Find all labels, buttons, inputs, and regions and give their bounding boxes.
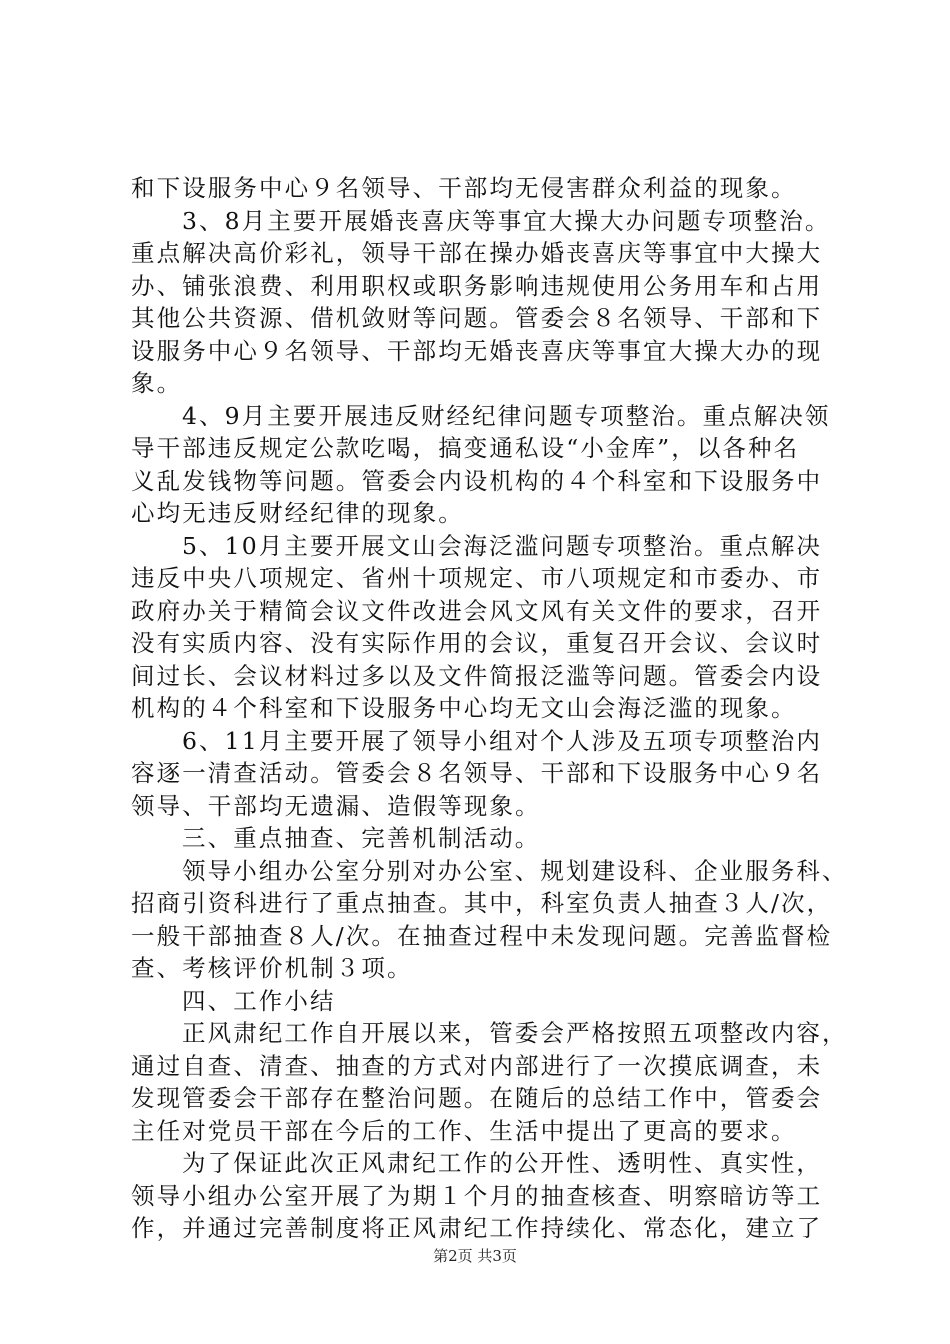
- text-line: 导干部违反规定公款吃喝，搞变通私设“小金库”，以各种名: [131, 434, 800, 462]
- text-line: 违反中央八项规定、省州十项规定、市八项规定和市委办、市: [131, 564, 823, 592]
- text-line: 正风肃纪工作自开展以来，管委会严格按照五项整改内容，: [182, 1019, 848, 1047]
- text-line: 机构的４个科室和下设服务中心均无文山会海泛滥的现象。: [131, 694, 797, 722]
- text-line: 办、铺张浪费、利用职权或职务影响违规使用公务用车和占用: [131, 271, 823, 300]
- text-line: 领导小组办公室分别对办公室、规划建设科、企业服务科、: [182, 856, 848, 885]
- text-line: 象。: [131, 369, 183, 397]
- text-line: 查、考核评价机制３项。: [131, 954, 413, 982]
- text-line: 为了保证此次正风肃纪工作的公开性、透明性、真实性，: [182, 1149, 822, 1177]
- text-line: 重点解决高价彩礼，领导干部在操办婚丧喜庆等事宜中大操大: [131, 239, 823, 267]
- text-line: 没有实质内容、没有实际作用的会议，重复召开会议、会议时: [131, 629, 823, 657]
- text-line: 其他公共资源、借机敛财等问题。管委会８名领导、干部和下: [131, 304, 823, 332]
- text-line: 通过自查、清查、抽查的方式对内部进行了一次摸底调查，未: [131, 1051, 823, 1080]
- text-line: 6、11月主要开展了领导小组对个人涉及五项专项整治内: [182, 726, 822, 755]
- text-line: 四、工作小结: [182, 986, 336, 1015]
- text-line: 5、10月主要开展文山会海泛滥问题专项整治。重点解决: [182, 531, 822, 560]
- text-line: 设服务中心９名领导、干部均无婚丧喜庆等事宜大操大办的现: [131, 336, 823, 365]
- text-line: 和下设服务中心９名领导、干部均无侵害群众利益的现象。: [131, 174, 797, 202]
- text-line: 招商引资科进行了重点抽查。其中，科室负责人抽查３人/次，: [131, 889, 833, 917]
- text-line: 作，并通过完善制度将正风肃纪工作持续化、常态化，建立了: [131, 1214, 823, 1242]
- text-line: 心均无违反财经纪律的现象。: [131, 499, 464, 527]
- page-footer: 第2页 共3页: [433, 1247, 517, 1265]
- text-line: 一般干部抽查８人/次。在抽查过程中未发现问题。完善监督检: [131, 921, 833, 950]
- text-line: 间过长、会议材料过多以及文件简报泛滥等问题。管委会内设: [131, 661, 823, 690]
- text-line: 义乱发钱物等问题。管委会内设机构的４个科室和下设服务中: [131, 466, 823, 495]
- text-line: 3、8月主要开展婚丧喜庆等事宜大操大办问题专项整治。: [182, 206, 831, 235]
- text-line: 领导、干部均无遗漏、造假等现象。: [131, 791, 541, 820]
- text-line: 领导小组办公室开展了为期１个月的抽查核查、明察暗访等工: [131, 1181, 823, 1210]
- text-line: 容逐一清查活动。管委会８名领导、干部和下设服务中心９名: [131, 759, 823, 787]
- text-line: 三、重点抽查、完善机制活动。: [182, 824, 541, 852]
- text-line: 主任对党员干部在今后的工作、生活中提出了更高的要求。: [131, 1116, 797, 1145]
- text-line: 4、9月主要开展违反财经纪律问题专项整治。重点解决领: [182, 401, 831, 430]
- document-body: [131, 172, 848, 1245]
- text-line: 发现管委会干部存在整治问题。在随后的总结工作中，管委会: [131, 1084, 823, 1112]
- text-line: 政府办关于精简会议文件改进会风文风有关文件的要求，召开: [131, 596, 823, 625]
